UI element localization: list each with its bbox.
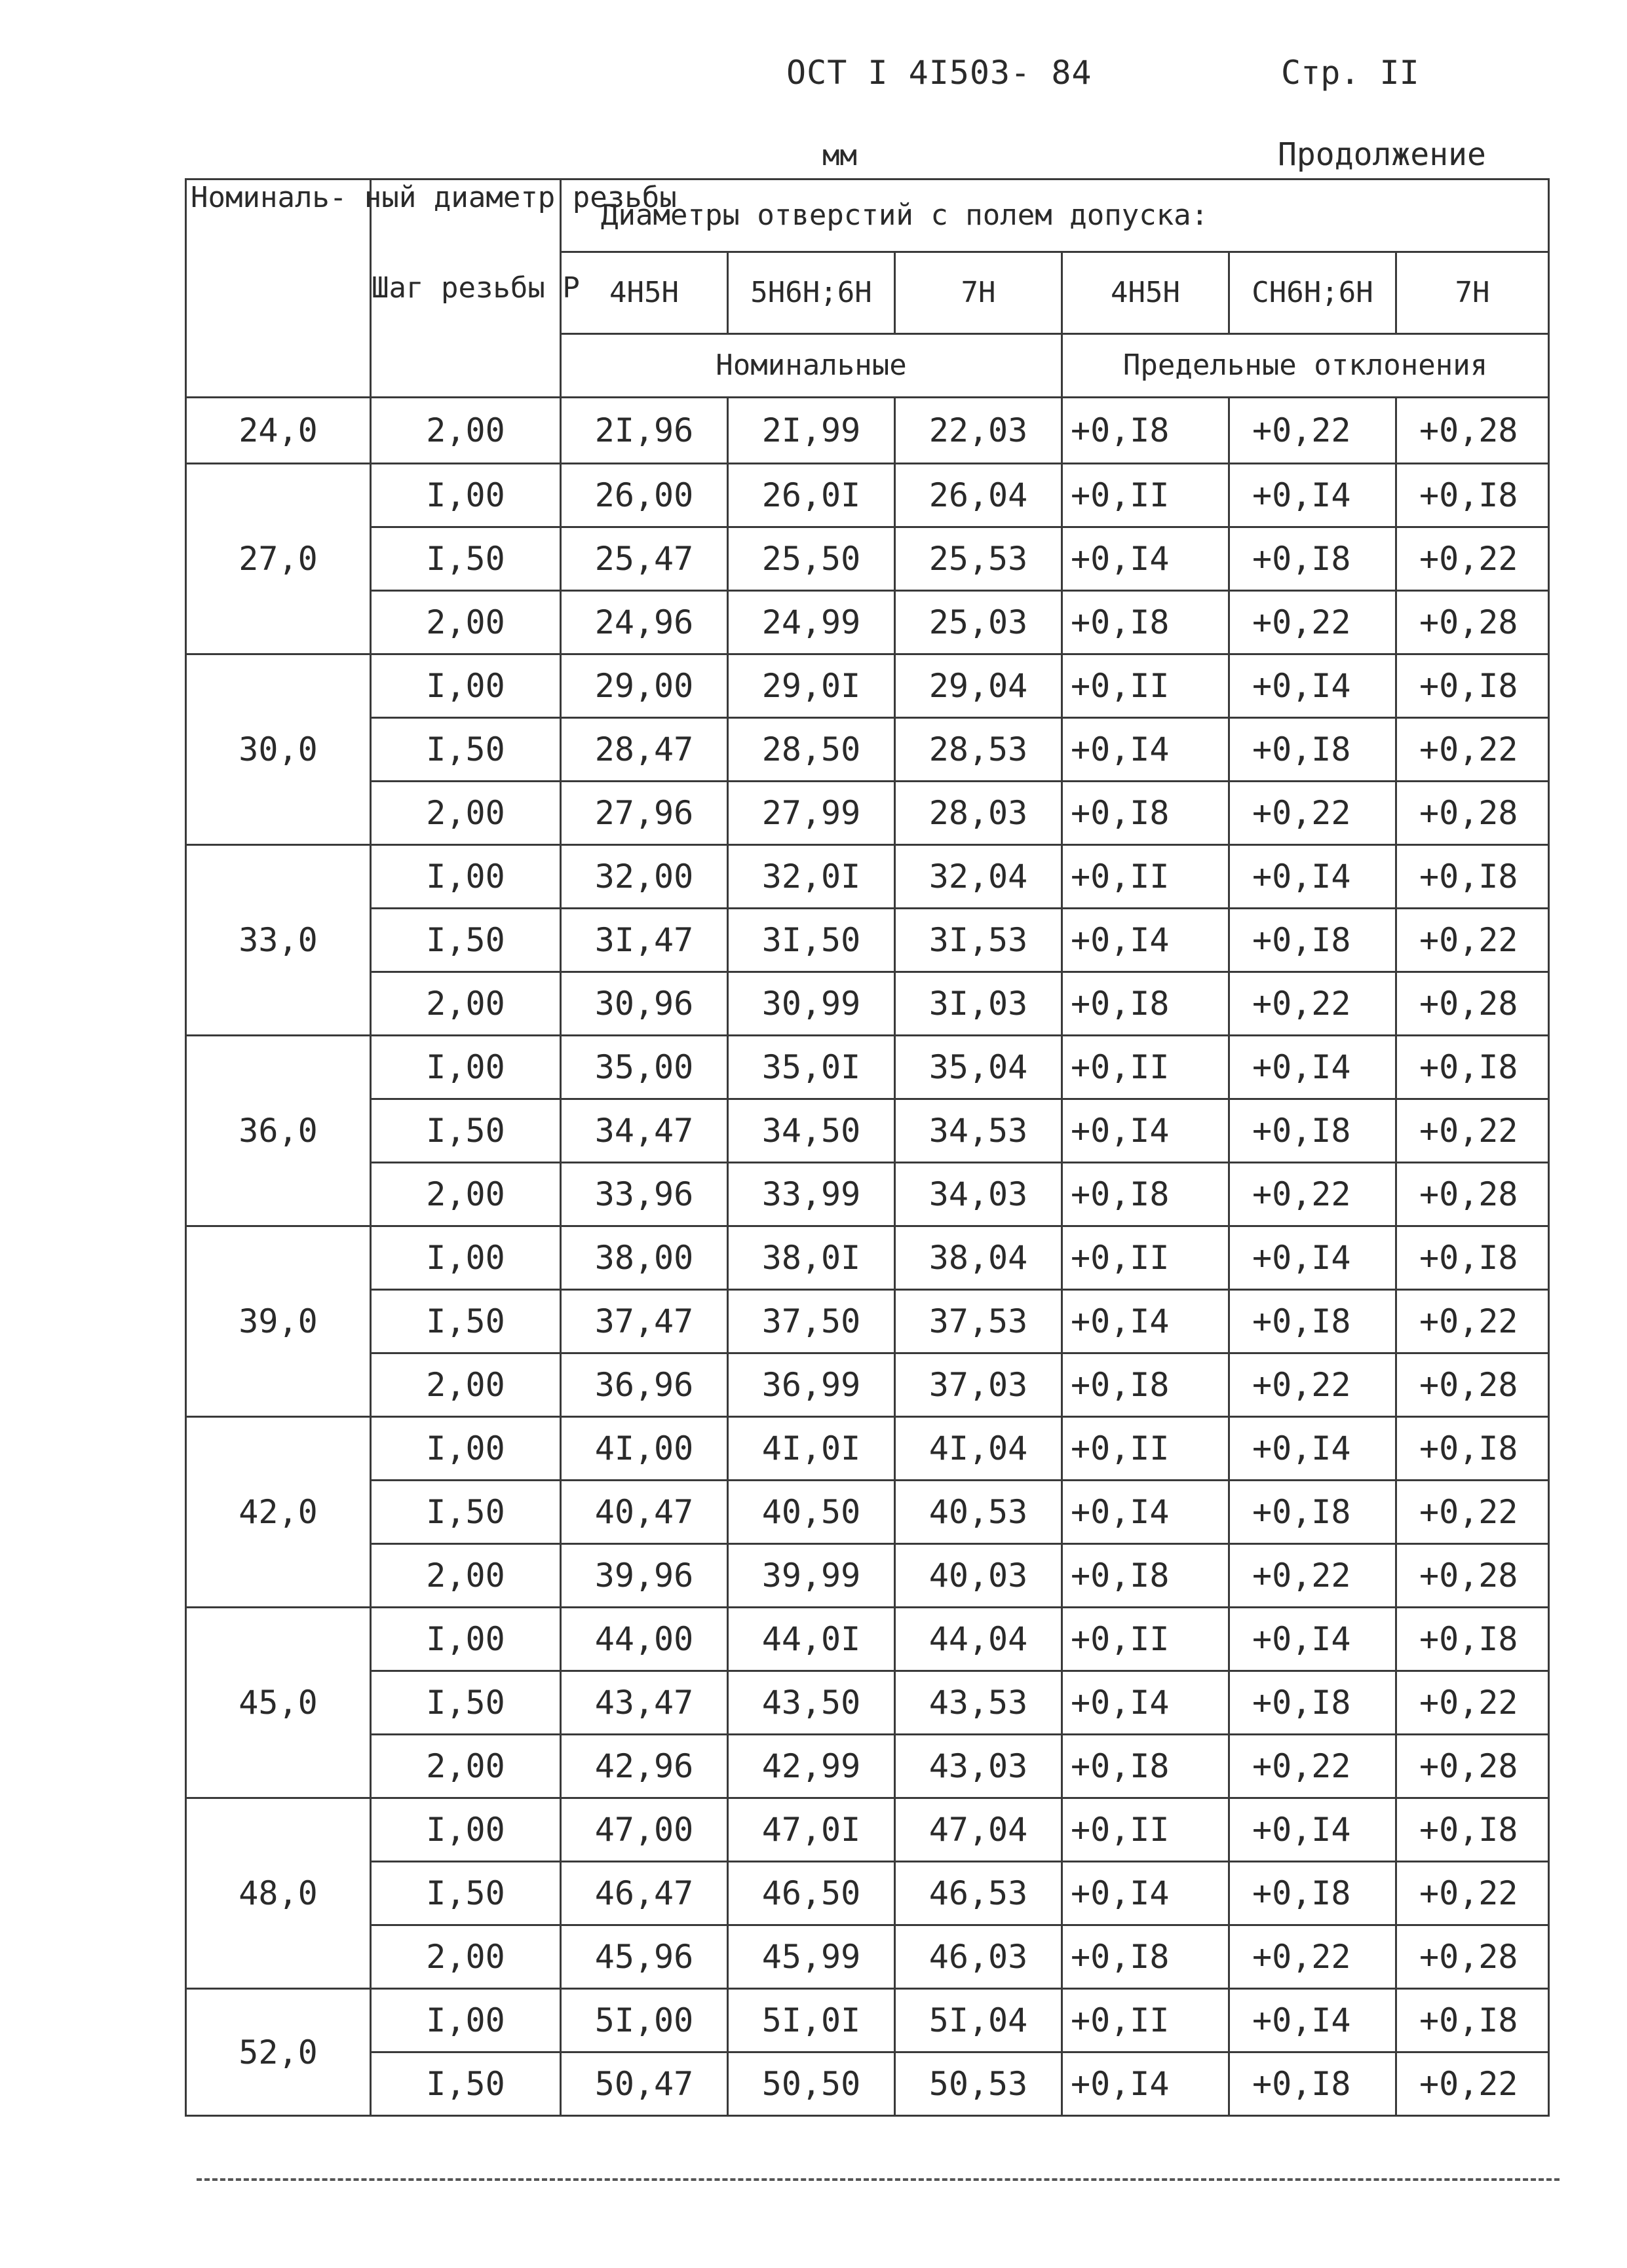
nominal-value-cell: 5I,04 [895, 1989, 1062, 2052]
deviation-value-cell: +0,22 [1396, 527, 1549, 591]
header-tolerance-5: 7Н [1396, 252, 1549, 334]
nominal-value-cell: 24,99 [728, 591, 895, 654]
deviation-value-cell: +0,I4 [1229, 1798, 1396, 1862]
nominal-value-cell: 30,99 [728, 972, 895, 1036]
header-limit-deviations: Предельные отклонения [1062, 334, 1549, 398]
pitch-cell: I,00 [371, 1608, 561, 1671]
nominal-value-cell: 5I,0I [728, 1989, 895, 2052]
nominal-value-cell: 36,99 [728, 1353, 895, 1417]
pitch-cell: I,50 [371, 1671, 561, 1735]
deviation-value-cell: +0,22 [1396, 1099, 1549, 1163]
deviation-value-cell: +0,I4 [1062, 1290, 1229, 1353]
nominal-value-cell: 3I,50 [728, 909, 895, 972]
pitch-cell: I,00 [371, 1226, 561, 1290]
deviation-value-cell: +0,II [1062, 1608, 1229, 1671]
nominal-value-cell: 25,53 [895, 527, 1062, 591]
nominal-value-cell: 42,96 [561, 1735, 728, 1798]
nominal-diameter-cell: 42,0 [186, 1417, 371, 1608]
header-nominal-values: Номинальные [561, 334, 1062, 398]
nominal-value-cell: 44,00 [561, 1608, 728, 1671]
deviation-value-cell: +0,I4 [1229, 1608, 1396, 1671]
thread-diameter-table [185, 178, 1550, 2117]
pitch-cell: 2,00 [371, 398, 561, 464]
nominal-value-cell: 46,03 [895, 1925, 1062, 1989]
nominal-value-cell: 40,03 [895, 1544, 1062, 1608]
deviation-value-cell: +0,22 [1396, 1671, 1549, 1735]
deviation-value-cell: +0,22 [1396, 718, 1549, 782]
deviation-value-cell: +0,I4 [1062, 718, 1229, 782]
deviation-value-cell: +0,II [1062, 1226, 1229, 1290]
nominal-diameter-cell: 27,0 [186, 464, 371, 654]
nominal-value-cell: 27,96 [561, 782, 728, 845]
nominal-value-cell: 3I,53 [895, 909, 1062, 972]
deviation-value-cell: +0,I4 [1062, 2052, 1229, 2116]
nominal-diameter-cell: 33,0 [186, 845, 371, 1036]
table-row [186, 972, 1549, 1036]
deviation-value-cell: +0,I4 [1062, 1099, 1229, 1163]
pitch-cell: I,00 [371, 654, 561, 718]
header-tolerance-3: 4Н5Н [1062, 252, 1229, 334]
nominal-diameter-cell: 24,0 [186, 398, 371, 464]
nominal-value-cell: 39,99 [728, 1544, 895, 1608]
deviation-value-cell: +0,I8 [1229, 2052, 1396, 2116]
nominal-diameter-cell: 52,0 [186, 1989, 371, 2116]
nominal-diameter-cell: 45,0 [186, 1608, 371, 1798]
nominal-value-cell: 34,47 [561, 1099, 728, 1163]
table-row [186, 1163, 1549, 1226]
deviation-value-cell: +0,I8 [1229, 1862, 1396, 1925]
nominal-value-cell: 28,47 [561, 718, 728, 782]
nominal-value-cell: 27,99 [728, 782, 895, 845]
nominal-value-cell: 3I,47 [561, 909, 728, 972]
deviation-value-cell: +0,22 [1229, 782, 1396, 845]
table-row [186, 464, 1549, 527]
table-row [186, 398, 1549, 464]
nominal-value-cell: 25,03 [895, 591, 1062, 654]
nominal-value-cell: 26,04 [895, 464, 1062, 527]
deviation-value-cell: +0,I8 [1396, 654, 1549, 718]
table-row [186, 845, 1549, 909]
unit-label: мм [822, 139, 857, 172]
bottom-dashed-line [197, 2178, 1560, 2181]
deviation-value-cell: +0,I4 [1062, 1481, 1229, 1544]
nominal-diameter-cell: 30,0 [186, 654, 371, 845]
nominal-value-cell: 47,04 [895, 1798, 1062, 1862]
nominal-value-cell: 50,47 [561, 2052, 728, 2116]
nominal-value-cell: 37,03 [895, 1353, 1062, 1417]
deviation-value-cell: +0,I8 [1062, 1735, 1229, 1798]
nominal-value-cell: 22,03 [895, 398, 1062, 464]
continuation-label: Продолжение [1278, 136, 1486, 173]
nominal-value-cell: 37,50 [728, 1290, 895, 1353]
deviation-value-cell: +0,II [1062, 654, 1229, 718]
pitch-cell: I,50 [371, 718, 561, 782]
nominal-value-cell: 43,50 [728, 1671, 895, 1735]
nominal-value-cell: 35,0I [728, 1036, 895, 1099]
nominal-value-cell: 43,03 [895, 1735, 1062, 1798]
deviation-value-cell: +0,I8 [1062, 1925, 1229, 1989]
nominal-value-cell: 2I,96 [561, 398, 728, 464]
table-row [186, 1735, 1549, 1798]
deviation-value-cell: +0,I4 [1062, 527, 1229, 591]
table-row [186, 1226, 1549, 1290]
nominal-value-cell: 47,0I [728, 1798, 895, 1862]
pitch-cell: 2,00 [371, 1163, 561, 1226]
pitch-cell: 2,00 [371, 1925, 561, 1989]
deviation-value-cell: +0,I8 [1396, 464, 1549, 527]
deviation-value-cell: +0,22 [1229, 1925, 1396, 1989]
deviation-value-cell: +0,I4 [1062, 1671, 1229, 1735]
deviation-value-cell: +0,22 [1229, 972, 1396, 1036]
table-row [186, 1417, 1549, 1481]
nominal-value-cell: 40,50 [728, 1481, 895, 1544]
nominal-value-cell: 42,99 [728, 1735, 895, 1798]
deviation-value-cell: +0,22 [1229, 398, 1396, 464]
pitch-cell: I,50 [371, 909, 561, 972]
deviation-value-cell: +0,I8 [1062, 1353, 1229, 1417]
nominal-value-cell: 40,53 [895, 1481, 1062, 1544]
deviation-value-cell: +0,II [1062, 1798, 1229, 1862]
nominal-value-cell: 34,50 [728, 1099, 895, 1163]
document-code: ОСТ I 4I503- 84 [786, 54, 1092, 92]
deviation-value-cell: +0,22 [1396, 909, 1549, 972]
deviation-value-cell: +0,28 [1396, 1735, 1549, 1798]
nominal-value-cell: 44,0I [728, 1608, 895, 1671]
deviation-value-cell: +0,I4 [1229, 1036, 1396, 1099]
pitch-cell: I,50 [371, 2052, 561, 2116]
deviation-value-cell: +0,II [1062, 1989, 1229, 2052]
nominal-value-cell: 40,47 [561, 1481, 728, 1544]
table-row [186, 1798, 1549, 1862]
table-row [186, 1481, 1549, 1544]
deviation-value-cell: +0,I8 [1229, 1481, 1396, 1544]
pitch-cell: I,50 [371, 1099, 561, 1163]
nominal-value-cell: 36,96 [561, 1353, 728, 1417]
deviation-value-cell: +0,I8 [1062, 1544, 1229, 1608]
header-tolerance-4: СН6Н;6Н [1229, 252, 1396, 334]
nominal-diameter-cell: 48,0 [186, 1798, 371, 1989]
table-row [186, 1544, 1549, 1608]
pitch-cell: I,00 [371, 1036, 561, 1099]
deviation-value-cell: +0,28 [1396, 1353, 1549, 1417]
deviation-value-cell: +0,28 [1396, 1544, 1549, 1608]
nominal-diameter-cell: 36,0 [186, 1036, 371, 1226]
table-row [186, 1099, 1549, 1163]
deviation-value-cell: +0,I8 [1062, 398, 1229, 464]
nominal-value-cell: 35,00 [561, 1036, 728, 1099]
pitch-cell: I,00 [371, 464, 561, 527]
pitch-cell: 2,00 [371, 1544, 561, 1608]
pitch-cell: 2,00 [371, 972, 561, 1036]
nominal-value-cell: 26,0I [728, 464, 895, 527]
nominal-value-cell: 4I,0I [728, 1417, 895, 1481]
table-row [186, 1353, 1549, 1417]
deviation-value-cell: +0,22 [1229, 1163, 1396, 1226]
deviation-value-cell: +0,28 [1396, 1925, 1549, 1989]
header-hole-diameters: Диаметры отверстий с полем допуска: [561, 180, 1549, 252]
deviation-value-cell: +0,I4 [1229, 654, 1396, 718]
deviation-value-cell: +0,I4 [1229, 1417, 1396, 1481]
table-row [186, 1608, 1549, 1671]
pitch-cell: I,00 [371, 1989, 561, 2052]
nominal-value-cell: 37,47 [561, 1290, 728, 1353]
deviation-value-cell: +0,I8 [1062, 591, 1229, 654]
nominal-value-cell: 50,50 [728, 2052, 895, 2116]
header-tolerance-2: 7Н [895, 252, 1062, 334]
deviation-value-cell: +0,I8 [1229, 1671, 1396, 1735]
table-row [186, 527, 1549, 591]
nominal-value-cell: 29,00 [561, 654, 728, 718]
deviation-value-cell: +0,I4 [1229, 1226, 1396, 1290]
nominal-value-cell: 28,50 [728, 718, 895, 782]
nominal-value-cell: 25,50 [728, 527, 895, 591]
nominal-value-cell: 29,04 [895, 654, 1062, 718]
nominal-value-cell: 2I,99 [728, 398, 895, 464]
nominal-value-cell: 30,96 [561, 972, 728, 1036]
nominal-value-cell: 32,04 [895, 845, 1062, 909]
nominal-value-cell: 28,53 [895, 718, 1062, 782]
nominal-value-cell: 26,00 [561, 464, 728, 527]
nominal-value-cell: 46,50 [728, 1862, 895, 1925]
deviation-value-cell: +0,I8 [1062, 782, 1229, 845]
deviation-value-cell: +0,I8 [1396, 1036, 1549, 1099]
deviation-value-cell: +0,22 [1396, 1481, 1549, 1544]
pitch-cell: 2,00 [371, 782, 561, 845]
pitch-cell: I,00 [371, 1417, 561, 1481]
nominal-value-cell: 4I,04 [895, 1417, 1062, 1481]
header-thread-pitch: Шаг резьбы Р [371, 180, 561, 398]
pitch-cell: 2,00 [371, 591, 561, 654]
deviation-value-cell: +0,22 [1396, 1290, 1549, 1353]
deviation-value-cell: +0,I8 [1396, 1608, 1549, 1671]
nominal-value-cell: 37,53 [895, 1290, 1062, 1353]
table-row [186, 591, 1549, 654]
deviation-value-cell: +0,I4 [1229, 464, 1396, 527]
nominal-value-cell: 32,00 [561, 845, 728, 909]
nominal-value-cell: 39,96 [561, 1544, 728, 1608]
deviation-value-cell: +0,28 [1396, 1163, 1549, 1226]
deviation-value-cell: +0,28 [1396, 591, 1549, 654]
pitch-cell: I,50 [371, 527, 561, 591]
nominal-value-cell: 45,96 [561, 1925, 728, 1989]
deviation-value-cell: +0,28 [1396, 972, 1549, 1036]
nominal-value-cell: 50,53 [895, 2052, 1062, 2116]
deviation-value-cell: +0,I8 [1396, 1417, 1549, 1481]
pitch-cell: 2,00 [371, 1353, 561, 1417]
table-row [186, 909, 1549, 972]
deviation-value-cell: +0,I4 [1062, 909, 1229, 972]
nominal-value-cell: 44,04 [895, 1608, 1062, 1671]
nominal-value-cell: 46,53 [895, 1862, 1062, 1925]
deviation-value-cell: +0,I8 [1396, 1226, 1549, 1290]
nominal-value-cell: 33,99 [728, 1163, 895, 1226]
table-row [186, 1671, 1549, 1735]
nominal-value-cell: 5I,00 [561, 1989, 728, 2052]
deviation-value-cell: +0,28 [1396, 782, 1549, 845]
deviation-value-cell: +0,I8 [1229, 718, 1396, 782]
nominal-value-cell: 45,99 [728, 1925, 895, 1989]
table-row [186, 2052, 1549, 2116]
deviation-value-cell: +0,I8 [1062, 972, 1229, 1036]
nominal-value-cell: 46,47 [561, 1862, 728, 1925]
deviation-value-cell: +0,I4 [1062, 1862, 1229, 1925]
deviation-value-cell: +0,I8 [1396, 845, 1549, 909]
nominal-value-cell: 29,0I [728, 654, 895, 718]
nominal-value-cell: 38,04 [895, 1226, 1062, 1290]
header-nominal-diameter: Номиналь- ный диаметр резьбы [186, 180, 371, 398]
nominal-value-cell: 38,0I [728, 1226, 895, 1290]
nominal-value-cell: 38,00 [561, 1226, 728, 1290]
nominal-value-cell: 43,53 [895, 1671, 1062, 1735]
table-row [186, 1989, 1549, 2052]
deviation-value-cell: +0,I8 [1229, 1290, 1396, 1353]
table-row [186, 1290, 1549, 1353]
table-row [186, 1925, 1549, 1989]
deviation-value-cell: +0,28 [1396, 398, 1549, 464]
deviation-value-cell: +0,22 [1229, 1735, 1396, 1798]
page-number: Стр. II [1281, 54, 1419, 92]
deviation-value-cell: +0,I8 [1229, 909, 1396, 972]
deviation-value-cell: +0,I4 [1229, 1989, 1396, 2052]
nominal-value-cell: 35,04 [895, 1036, 1062, 1099]
nominal-value-cell: 3I,03 [895, 972, 1062, 1036]
table-row [186, 1036, 1549, 1099]
nominal-value-cell: 47,00 [561, 1798, 728, 1862]
table-row [186, 654, 1549, 718]
nominal-value-cell: 28,03 [895, 782, 1062, 845]
table-row [186, 718, 1549, 782]
table-row [186, 782, 1549, 845]
deviation-value-cell: +0,II [1062, 464, 1229, 527]
deviation-value-cell: +0,22 [1229, 591, 1396, 654]
deviation-value-cell: +0,22 [1229, 1544, 1396, 1608]
deviation-value-cell: +0,I8 [1396, 1798, 1549, 1862]
header-tolerance-1: 5Н6Н;6Н [728, 252, 895, 334]
nominal-value-cell: 24,96 [561, 591, 728, 654]
pitch-cell: I,50 [371, 1290, 561, 1353]
pitch-cell: I,00 [371, 1798, 561, 1862]
nominal-value-cell: 25,47 [561, 527, 728, 591]
nominal-value-cell: 43,47 [561, 1671, 728, 1735]
deviation-value-cell: +0,II [1062, 845, 1229, 909]
nominal-value-cell: 34,53 [895, 1099, 1062, 1163]
pitch-cell: 2,00 [371, 1735, 561, 1798]
deviation-value-cell: +0,II [1062, 1417, 1229, 1481]
deviation-value-cell: +0,II [1062, 1036, 1229, 1099]
nominal-value-cell: 34,03 [895, 1163, 1062, 1226]
nominal-value-cell: 32,0I [728, 845, 895, 909]
pitch-cell: I,50 [371, 1481, 561, 1544]
nominal-value-cell: 33,96 [561, 1163, 728, 1226]
deviation-value-cell: +0,I8 [1229, 527, 1396, 591]
deviation-value-cell: +0,I8 [1229, 1099, 1396, 1163]
deviation-value-cell: +0,22 [1229, 1353, 1396, 1417]
deviation-value-cell: +0,22 [1396, 2052, 1549, 2116]
pitch-cell: I,50 [371, 1862, 561, 1925]
nominal-value-cell: 4I,00 [561, 1417, 728, 1481]
deviation-value-cell: +0,22 [1396, 1862, 1549, 1925]
nominal-diameter-cell: 39,0 [186, 1226, 371, 1417]
pitch-cell: I,00 [371, 845, 561, 909]
header-tolerance-0: 4Н5Н [561, 252, 728, 334]
deviation-value-cell: +0,I8 [1396, 1989, 1549, 2052]
table-row [186, 1862, 1549, 1925]
deviation-value-cell: +0,I8 [1062, 1163, 1229, 1226]
deviation-value-cell: +0,I4 [1229, 845, 1396, 909]
